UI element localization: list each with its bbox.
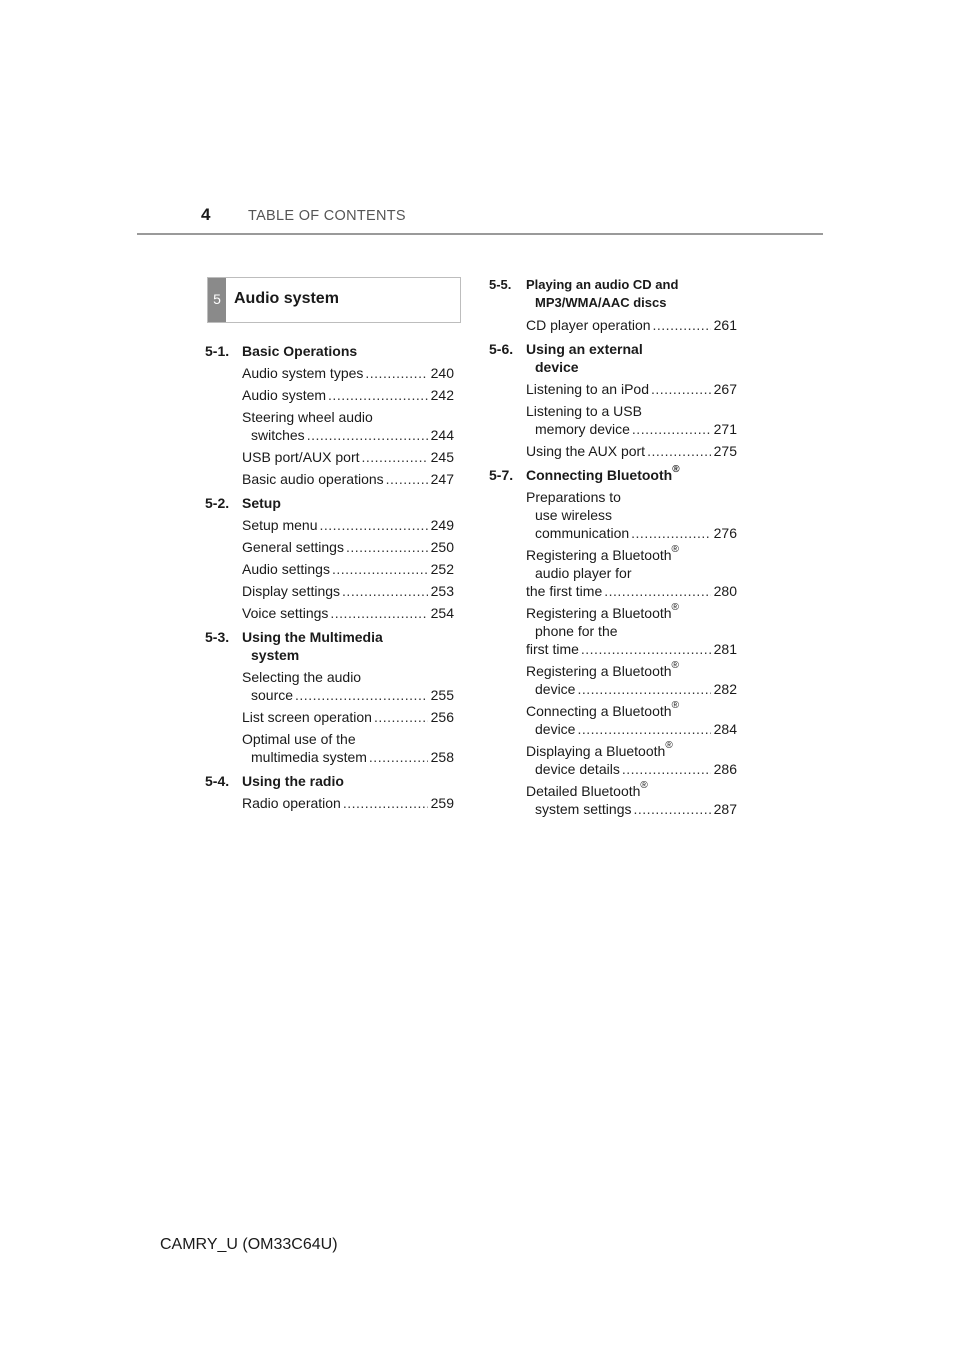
toc-entry-cd-player-operation[interactable]	[526, 316, 737, 334]
leader-dots	[632, 420, 711, 438]
leader-dots	[307, 426, 428, 444]
toc-entry-optimal-use[interactable]	[242, 730, 454, 766]
entry-text: Audio system	[242, 387, 327, 403]
toc-group-5-1	[205, 342, 465, 488]
toc-group-5-3	[205, 628, 465, 766]
leader-dots	[374, 708, 428, 726]
group-number: 5-5.	[489, 277, 512, 292]
entry-text: Setup menu	[242, 517, 318, 533]
toc-entry-selecting-audio-source[interactable]	[242, 668, 454, 704]
entry-text: system settings	[535, 801, 632, 817]
page-ref: 245	[430, 449, 454, 465]
page-ref: 250	[430, 539, 454, 555]
leader-dots	[346, 538, 428, 556]
registered-mark: ®	[640, 780, 648, 792]
entry-text-line: Preparations to	[526, 489, 621, 505]
leader-dots	[622, 760, 711, 778]
entry-text-line: Connecting a Bluetooth	[526, 703, 672, 719]
entry-text: Listening to an iPod	[526, 381, 649, 397]
leader-dots	[295, 686, 428, 704]
toc-right-column	[489, 276, 749, 824]
entry-text: Using the AUX port	[526, 443, 646, 459]
group-number: 5-2.	[205, 495, 230, 511]
group-title: Setup	[242, 495, 281, 511]
entry-text: Audio settings	[242, 561, 330, 577]
group-number: 5-1.	[205, 343, 230, 359]
group-title	[242, 628, 465, 664]
toc-entry-basic-audio-operations[interactable]	[242, 470, 454, 488]
toc-entry-preparations-wireless[interactable]	[526, 488, 737, 542]
page-ref: 254	[430, 605, 454, 621]
leader-dots	[633, 800, 710, 818]
page-ref: 259	[430, 795, 454, 811]
entry-text: List screen operation	[242, 709, 372, 725]
leader-dots	[647, 442, 711, 460]
group-title-line: Playing an audio CD and	[526, 277, 679, 292]
entry-text: first time	[526, 641, 579, 657]
toc-entry-voice-settings[interactable]	[242, 604, 454, 622]
entry-text-line: Registering a Bluetooth	[526, 605, 672, 621]
group-heading	[489, 340, 749, 376]
group-heading	[205, 342, 465, 360]
toc-entry-listening-ipod[interactable]	[526, 380, 737, 398]
section-heading-box	[207, 277, 461, 323]
entry-text: source	[251, 687, 294, 703]
leader-dots	[653, 316, 711, 334]
toc-left-column	[205, 342, 465, 818]
page-ref: 242	[430, 387, 454, 403]
entry-text-line: Displaying a Bluetooth	[526, 743, 666, 759]
page-ref: 275	[713, 443, 737, 459]
toc-entry-steering-wheel-switches[interactable]	[242, 408, 454, 444]
group-title-line: Using an external	[526, 341, 643, 357]
page-number: 4	[201, 205, 211, 224]
header-divider	[137, 233, 823, 235]
entry-text-line: Detailed Bluetooth	[526, 783, 641, 799]
entry-text: communication	[535, 525, 630, 541]
toc-group-5-5	[489, 276, 749, 334]
page-header-title: TABLE OF CONTENTS	[248, 208, 406, 224]
leader-dots	[343, 794, 428, 812]
entry-text: device	[535, 681, 576, 697]
leader-dots	[328, 386, 428, 404]
group-title	[526, 276, 749, 312]
page-ref: 267	[713, 381, 737, 397]
page-ref: 256	[430, 709, 454, 725]
toc-entry-using-aux-port[interactable]	[526, 442, 737, 460]
group-title-line: Using the Multimedia	[242, 629, 383, 645]
entry-text-line: Steering wheel audio	[242, 409, 373, 425]
toc-entry-setup-menu[interactable]	[242, 516, 454, 534]
entry-text-line: phone for the	[535, 623, 618, 639]
registered-mark: ®	[665, 740, 673, 752]
toc-entry-list-screen-operation[interactable]	[242, 708, 454, 726]
entry-text: device details	[535, 761, 620, 777]
entry-text: Display settings	[242, 583, 341, 599]
page-ref: 280	[713, 583, 737, 599]
entry-text: memory device	[535, 421, 630, 437]
leader-dots	[651, 380, 711, 398]
toc-entry-listening-usb-memory[interactable]	[526, 402, 737, 438]
entry-text-line: Listening to a USB	[526, 403, 642, 419]
toc-entry-usb-aux-port[interactable]	[242, 448, 454, 466]
section-title: Audio system	[234, 290, 339, 307]
group-heading	[205, 772, 465, 790]
entry-text: the first time	[526, 583, 603, 599]
group-title	[526, 340, 749, 376]
page-ref: 281	[713, 641, 737, 657]
group-number: 5-4.	[205, 773, 230, 789]
page-ref: 252	[430, 561, 454, 577]
registered-mark: ®	[671, 660, 679, 672]
group-title	[526, 466, 749, 484]
page-ref: 282	[713, 681, 737, 697]
toc-group-5-4	[205, 772, 465, 812]
entry-text: Voice settings	[242, 605, 329, 621]
entry-text: CD player operation	[526, 317, 651, 333]
group-heading	[489, 466, 749, 484]
leader-dots	[577, 720, 710, 738]
toc-entry-connect-device[interactable]	[526, 702, 737, 738]
toc-group-5-2	[205, 494, 465, 622]
toc-entry-detailed-settings[interactable]	[526, 782, 737, 818]
page-ref: 287	[713, 801, 737, 817]
entry-text-line: use wireless	[535, 507, 613, 523]
entry-text: Audio system types	[242, 365, 364, 381]
document-footer: CAMRY_U (OM33C64U)	[160, 1236, 338, 1253]
entry-text: Basic audio operations	[242, 471, 384, 487]
entry-text: USB port/AUX port	[242, 449, 360, 465]
toc-entry-register-device[interactable]	[526, 662, 737, 698]
entry-text: switches	[251, 427, 305, 443]
toc-entry-register-audio-player[interactable]	[526, 546, 737, 600]
group-number: 5-7.	[489, 467, 514, 483]
toc-entry-radio-operation[interactable]	[242, 794, 454, 812]
toc-entry-display-device-details[interactable]	[526, 742, 737, 778]
leader-dots	[631, 524, 710, 542]
page-ref: 286	[713, 761, 737, 777]
group-title-text: Connecting Bluetooth	[526, 467, 673, 483]
entry-text-line: Selecting the audio	[242, 669, 362, 685]
page-ref: 261	[713, 317, 737, 333]
page-ref: 244	[430, 427, 454, 443]
leader-dots	[362, 448, 428, 466]
leader-dots	[365, 364, 427, 382]
leader-dots	[320, 516, 428, 534]
page-ref: 258	[430, 749, 454, 765]
page-ref: 249	[430, 517, 454, 533]
leader-dots	[332, 560, 428, 578]
group-heading	[205, 628, 465, 664]
entry-text-line: Registering a Bluetooth	[526, 663, 672, 679]
registered-mark: ®	[671, 544, 679, 556]
toc-entry-display-settings[interactable]	[242, 582, 454, 600]
entry-text-line: Optimal use of the	[242, 731, 356, 747]
toc-group-5-7	[489, 466, 749, 818]
group-title: Using the radio	[242, 773, 344, 789]
toc-entry-register-phone[interactable]	[526, 604, 737, 658]
page-ref: 247	[430, 471, 454, 487]
registered-mark: ®	[671, 602, 679, 614]
leader-dots	[604, 582, 710, 600]
group-title-line: MP3/WMA/AAC discs	[535, 295, 667, 310]
group-title: Basic Operations	[242, 343, 358, 359]
registered-mark: ®	[672, 464, 680, 476]
toc-entry-general-settings[interactable]	[242, 538, 454, 556]
leader-dots	[386, 470, 428, 488]
page-ref: 284	[713, 721, 737, 737]
page-ref: 255	[430, 687, 454, 703]
leader-dots	[369, 748, 428, 766]
entry-text: device	[535, 721, 576, 737]
leader-dots	[577, 680, 710, 698]
group-heading	[205, 494, 465, 512]
entry-text: Radio operation	[242, 795, 341, 811]
group-heading	[489, 276, 749, 312]
group-title-line: device	[535, 359, 579, 375]
group-number: 5-6.	[489, 341, 514, 357]
registered-mark: ®	[671, 700, 679, 712]
page-ref: 240	[430, 365, 454, 381]
entry-text: multimedia system	[251, 749, 367, 765]
group-number: 5-3.	[205, 629, 230, 645]
page-ref: 271	[713, 421, 737, 437]
group-title-line: system	[251, 647, 300, 663]
entry-text-line: audio player for	[535, 565, 632, 581]
leader-dots	[581, 640, 711, 658]
page-ref: 253	[430, 583, 454, 599]
entry-text: General settings	[242, 539, 344, 555]
page-ref: 276	[713, 525, 737, 541]
entry-text-line: Registering a Bluetooth	[526, 547, 672, 563]
toc-group-5-6	[489, 340, 749, 460]
leader-dots	[342, 582, 428, 600]
toc-entry-audio-system[interactable]	[242, 386, 454, 404]
section-number-tab: 5	[208, 278, 226, 322]
toc-entry-audio-system-types[interactable]	[242, 364, 454, 382]
leader-dots	[330, 604, 427, 622]
toc-entry-audio-settings[interactable]	[242, 560, 454, 578]
